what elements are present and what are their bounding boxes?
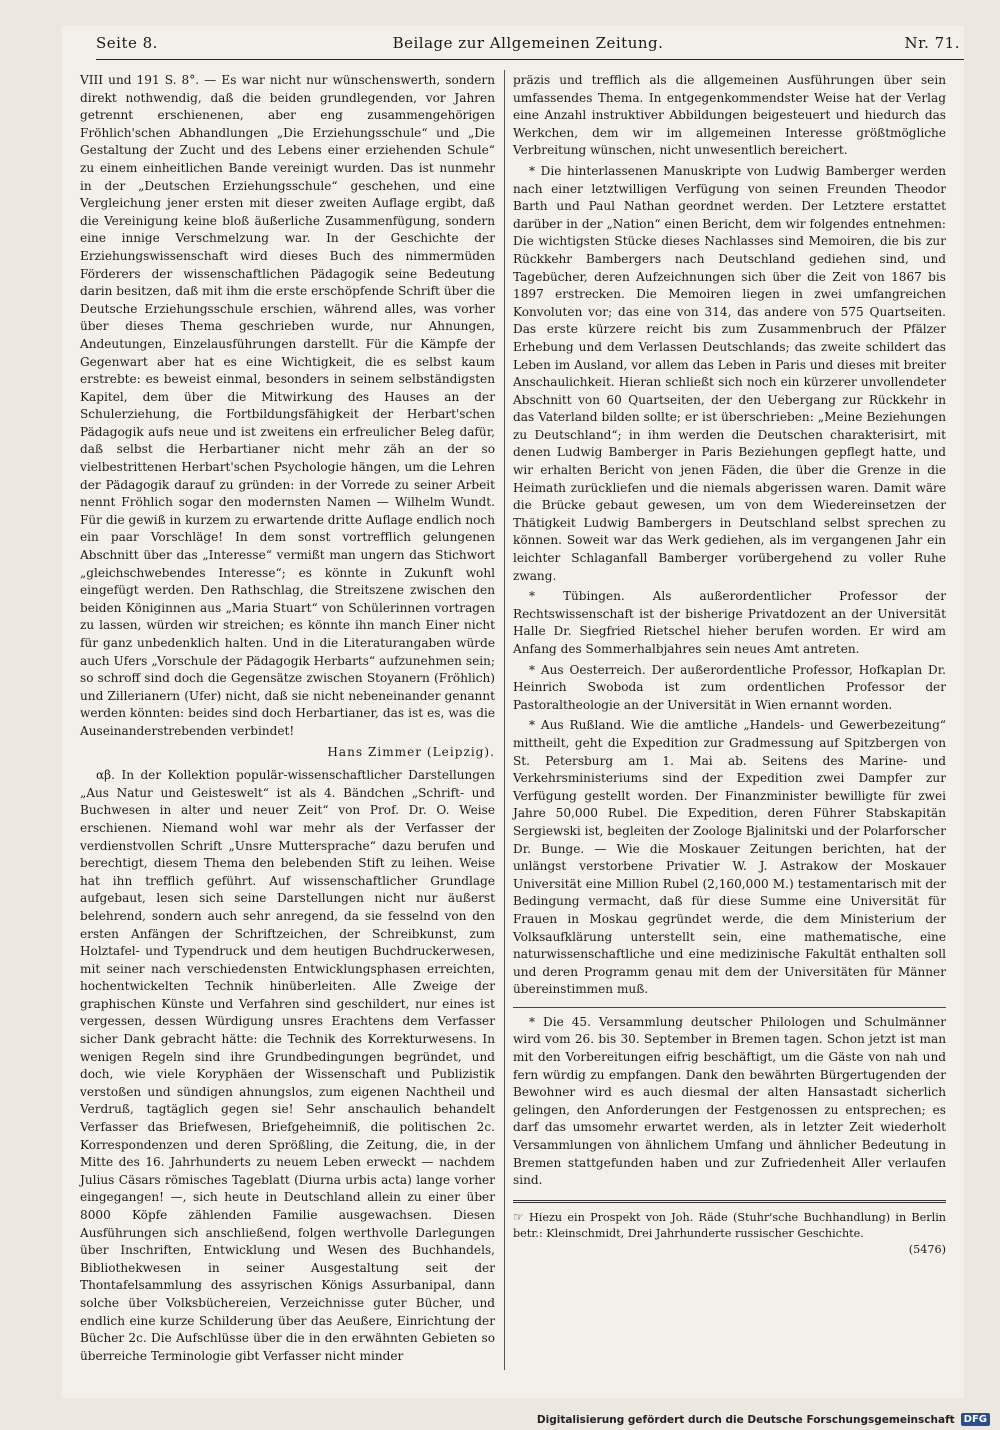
pointing-hand-icon: ☞ xyxy=(513,1209,524,1224)
page-header xyxy=(96,34,960,56)
news-oesterreich: * Aus Oesterreich. Der außerordentliche Professor, Hofkaplan Dr. Heinrich Swoboda ist zum ordentlichen Professor der Pastoraltheologie an der Universität in Wien ernannt worden. xyxy=(513,662,946,712)
dfg-logo: DFG xyxy=(961,1413,990,1426)
page-number: Seite 8. xyxy=(96,34,158,52)
review-continuation: präzis und trefflich als die allgemeinen Ausführungen über sein umfassendes Thema. In entgegenkommendster Weise hat der Verlag eine Anzahl instruktiver Abbildungen beigesteuert und hiedurch das Werkchen, dem wir im allgemeinen Interesse größtmögliche Verbreitung wünschen, nicht unwesentlich bereichert. xyxy=(513,73,946,158)
news-philologen: * Die 45. Versammlung deutscher Philologen und Schulmänner wird vom 26. bis 30. September in Bremen tagen. Schon jetzt ist man mit den Vorbereitungen eifrig beschäftigt, um die Gäste von nah und fern würdig zu empfangen. Dank den bewährten Bürgertugenden der Bewohner wird es auch diesmal der alten Hansastadt sicherlich gelingen, den Anforderungen der Festgenossen zu entsprechen; es darf das umsomehr erwartet werden, als in letzter Zeit wiederholt Versammlungen von ähnlichem Umfang und ähnlicher Bedeutung in Bremen stattgefunden haben und zur Zufriedenheit Aller verlaufen sind. xyxy=(513,1014,946,1188)
book-review-paragraph: αβ. In der Kollektion populär-wissenschaftlicher Darstellungen „Aus Natur und Geisteswelt“ ist als 4. Bändchen „Schrift- und Buchwesen in alter und neuer Zeit“ von Prof. Dr. O. Weise erschienen. Niemand wohl war mehr als der Verfasser der verdienstvollen Schrift „Unsre Muttersprache“ dazu berufen und berechtigt, diesem Thema den belebenden Stift zu leihen. Weise hat ihn trefflich geführt. Auf wissenschaftlicher Grundlage aufgebaut, lesen sich seine Darstellungen nicht nur äußerst belehrend, sondern auch sehr anregend, da sie fesselnd von den ersten Anfängen der Schriftzeichen, der Schreibkunst, zum Holztafel- und Typendruck und dem heutigen Buchdruckerwesen, mit seiner nach verschiedensten Entwicklungsphasen erreichten, hochentwickelten Technik hinüberleiten. Alle Zweige der graphischen Künste und Verfahren sind geschildert, nur eines ist vergessen, dessen Würdigung unsres Erachtens dem Verfasser sicher Dank gebracht hätte: die Technik des Korrekturwesens. In wenigen Regeln sind ihre Grundbedingungen begründet, und doch, wie viele Koryphäen der Wissenschaft und Publizistik verstoßen und sündigen ahnungslos, zum eigenen Nachtheil und Verdruß, tagtäglich gegen sie! Sehr anschaulich behandelt Verfasser das Briefwesen, Briefgeheimniß, die politischen 2c. Korrespondenzen und deren Sprößling, die Zeitung, die, in der Mitte des 16. Jahrhunderts zu neuem Leben erweckt — nachdem Julius Cäsars römisches Tageblatt (Diurna urbis acta) lange vorher eingegangen! —, sich heute in Deutschland allein zu einer über 8000 Köpfe zählenden Familie ausgewachsen. Diesen Ausführungen sich anschließend, folgen werthvolle Darlegungen über Inschriften, Entwicklung und Wesen des Buchhandels, Bibliothekwesen in seiner Ausgestaltung seit der Thontafelsammlung des assyrischen Königs Assurbanipal, dann solche über Volksbüchereien, Verzeichnisse guter Bücher, und endlich eine kurze Schilderung über das Aeußere, Einrichtung der Bücher 2c. Die Aufschlüsse über die in den erwähnten Gebieten so überreiche Terminologie gibt Verfasser nicht minder xyxy=(80,768,495,1363)
news-bamberger: * Die hinterlassenen Manuskripte von Ludwig Bamberger werden nach einer letztwilligen Verfügung von seinen Freunden Theodor Barth und Paul Nathan geordnet werden. Der Letztere erstattet darüber in der „Nation“ einen Bericht, dem wir folgendes entnehmen: Die wichtigsten Stücke dieses Nachlasses sind Memoiren, die bis zur Rückkehr Bambergers nach Deutschland gediehen sind, und Tagebücher, deren Aufzeichnungen sich über die Zeit von 1867 bis 1897 erstrecken. Die Memoiren liegen in zwei umfangreichen Konvoluten vor; das eine von 314, das andere von 575 Quartseiten. Das erste kürzere reicht bis zum Zusammenbruch der Pfälzer Erhebung und dem Verlassen Deutschlands; das zweite schildert das Leben im Ausland, vor allem das Leben in Paris und dieses mit breiter Anschaulichkeit. Hieran schließt sich noch ein kürzerer unvollendeter Abschnitt von 60 Quartseiten, der den Uebergang zur Rückkehr in das Vaterland bilden sollte; er ist überschrieben: „Meine Beziehungen zu Deutschland“; in ihm werden die Deutschen charakterisirt, mit denen Ludwig Bamberger in Paris Beziehungen gepflegt hatte, und wir erhalten Bericht von jenen Fäden, die über die Grenze in die Heimath zurückliefen und die niemals abgerissen waren. Damit wäre die Brücke gebaut gewesen, um von dem Wiedereinsetzen der Thätigkeit Ludwig Bambergers in Deutschland selbst sprechen zu können. Soweit war das Werk gediehen, als im vergangenen Jahr ein leichter Schlaganfall Bamberger vorübergehend zu voller Ruhe zwang. xyxy=(513,163,946,583)
right-column xyxy=(513,72,946,1258)
column-divider xyxy=(504,70,505,1370)
digitization-footer xyxy=(537,1413,990,1426)
news-divider xyxy=(513,1007,946,1008)
notice-divider xyxy=(513,1200,946,1203)
notice-text: Hiezu ein Prospekt von Joh. Räde (Stuhr'sche Buchhandlung) in Berlin betr.: Kleinschmidt, Drei Jahrhunderte russischer Geschichte. xyxy=(513,1210,946,1240)
news-russland: * Aus Rußland. Wie die amtliche „Handels- und Gewerbezeitung“ mittheilt, geht die Expedition zur Gradmessung auf Spitzbergen von St. Petersburg am 1. Mai ab. Seitens des Marine- und Verkehrsministeriums sind der Expedition zwei Dampfer zur Verfügung gestellt worden. Der Finanzminister bewilligte für zwei Jahre 50,000 Rubel. Die Expedition, deren Führer Stabskapitän Sergiewski ist, begleiten der Zoologe Bjalinitski und der Polarforscher Dr. Bunge. — Wie die Moskauer Zeitungen berichten, hat der unlängst verstorbene Privatier W. J. Astrakow der Moskauer Universität eine Million Rubel (2,160,000 M.) testamentarisch mit der Bedingung vermacht, daß für diese Summe eine Universität für Frauen in Moskau gegründet werde, die dem Ministerium der Volksaufklärung unterstellt sein, eine mathematische, eine naturwissenschaftliche und eine medizinische Fakultät enthalten soll und deren Programm genau mit dem der Universitäten für Männer übereinstimmen muß. xyxy=(513,718,946,997)
prospectus-notice xyxy=(513,1209,946,1258)
notice-number: (5476) xyxy=(908,1242,946,1256)
newspaper-page xyxy=(62,26,964,1398)
review-signature: Hans Zimmer (Leipzig). xyxy=(327,744,495,759)
news-tuebingen: * Tübingen. Als außerordentlicher Professor der Rechtswissenschaft ist der bisherige Privatdozent an der Universität Halle Dr. Siegfried Rietschel hieher berufen worden. Er wird am Anfang des Sommerhalbjahres sein neues Amt antreten. xyxy=(513,589,946,656)
footer-credit: Digitalisierung gefördert durch die Deutsche Forschungsgemeinschaft xyxy=(536,1413,955,1426)
publication-title: Beilage zur Allgemeinen Zeitung. xyxy=(392,34,664,52)
header-rule xyxy=(96,59,964,60)
left-column xyxy=(80,72,495,1368)
review-paragraph: VIII und 191 S. 8°. — Es war nicht nur wünschenswerth, sondern direkt nothwendig, daß die beiden grundlegenden, vor Jahren getrennt erschienenen, aber eng zusammengehörigen Fröhlich'schen Abhandlungen „Die Erziehungsschule“ und „Die Gestaltung der Zucht und des Lebens einer erziehenden Schule“ zu einem einheitlichen Bande vereinigt wurden. Das ist nunmehr in der „Deutschen Erziehungsschule“ geschehen, und eine Vergleichung jener ersten mit dieser zweiten Auflage ergibt, daß die Vereinigung keine bloß äußerliche Zusammenfügung, sondern eine innige Verschmelzung war. In der Geschichte der Erziehungswissenschaft wird dieses Buch des nimmermüden Förderers der wissenschaftlichen Pädagogik seine Bedeutung darin besitzen, daß mit ihm die erste erschöpfende Schrift über die Deutsche Erziehungsschule erschien, während alles, was vorher über dieses Thema geschrieben wurde, nur Ahnungen, Andeutungen, Einzelausführungen darstellt. Für die Kämpfe der Gegenwart aber hat es eine Wichtigkeit, die es selbst kaum erstrebte: es beweist einmal, besonders in seinem selbständigsten Kapitel, dem über die Mitwirkung des Hauses an der Schulerziehung, die Fortbildungsfähigkeit der Herbart'schen Pädagogik aufs neue und ist zweitens ein erfreulicher Beleg dafür, daß selbst die Herbartianer nicht mehr zäh an der so vielbestrittenen Herbart'schen Psychologie hängen, um die Lehren der Pädagogik darauf zu gründen: in der Vorrede zu seiner Arbeit nennt Fröhlich sogar den modernsten Namen — Wilhelm Wundt. Für die gewiß in kurzem zu erwartende dritte Auflage endlich noch ein paar Vorschläge! In dem sonst vortrefflich gelungenen Abschnitt über das „Interesse“ vermißt man ungern das Stichwort „gleichschwebendes Interesse“; es könnte in Zukunft wohl eingefügt werden. Den Rathschlag, die Streitszene zwischen den beiden Königinnen aus „Maria Stuart“ von Schülerinnen vortragen zu lassen, würden wir streichen; es könnte ihn manch Einer nicht für ganz unbedenklich halten. Und in die Literaturangaben würde auch Ufers „Vorschule der Pädagogik Herbarts“ aufzunehmen sein; so schroff sind doch die Gegensätze zwischen Stoyanern (Fröhlich) und Zillerianern (Ufer) nicht, daß sie nicht nebeneinander genannt werden könnten: beides sind doch Herbartianer, das ist es, was die Auseinanderstrebenden verbindet! xyxy=(80,73,495,738)
issue-number: Nr. 71. xyxy=(904,34,960,52)
